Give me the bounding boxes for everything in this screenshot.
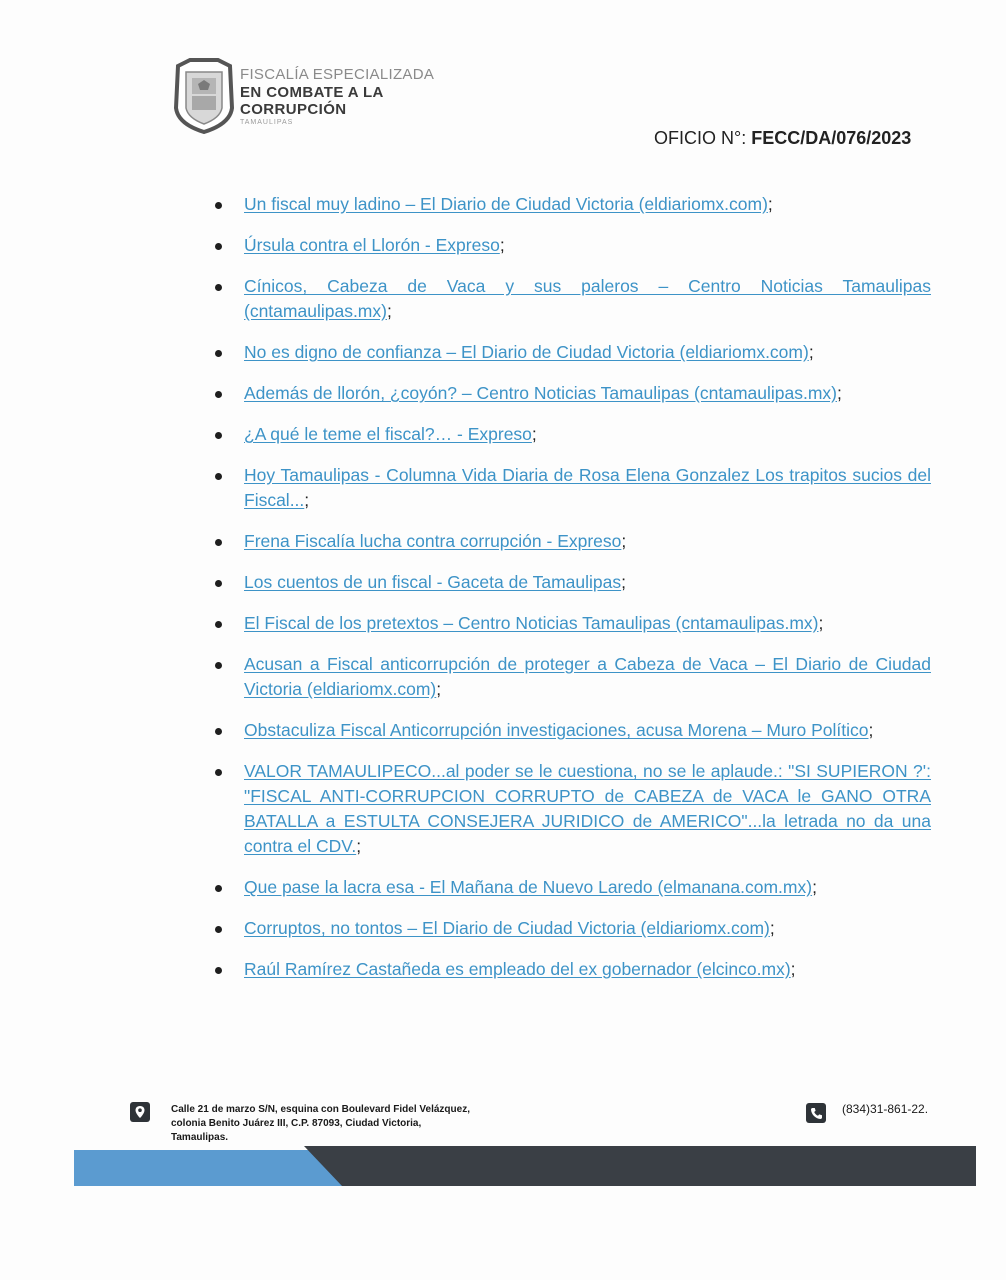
news-link[interactable]: ¿A qué le teme el fiscal?… - Expreso (244, 424, 532, 444)
location-pin-icon (130, 1102, 150, 1122)
list-item-punctuation: ; (304, 490, 310, 510)
list-item-punctuation: ; (769, 918, 775, 938)
list-item (215, 463, 931, 513)
bullet-icon (215, 473, 222, 480)
news-link[interactable]: Hoy Tamaulipas - Columna Vida Diaria de Rosa Elena Gonzalez Los trapitos sucios del Fiscal... (244, 465, 931, 510)
list-item (215, 192, 931, 217)
phone-glyph (810, 1107, 823, 1120)
list-item-punctuation: ; (621, 572, 626, 592)
news-link[interactable]: Un fiscal muy ladino – El Diario de Ciudad Victoria (eldiariomx.com) (244, 194, 768, 214)
list-item-punctuation: ; (868, 720, 874, 740)
list-item (215, 422, 931, 447)
list-item-punctuation: ; (818, 613, 824, 633)
shield-emblem-icon (172, 58, 236, 134)
news-link[interactable]: Raúl Ramírez Castañeda es empleado del ex gobernador (elcinco.mx) (244, 959, 791, 979)
list-item-punctuation: ; (767, 194, 773, 214)
bullet-icon (215, 728, 222, 735)
news-link[interactable]: Obstaculiza Fiscal Anticorrupción investigaciones, acusa Morena – Muro Político (244, 720, 869, 740)
list-item-punctuation: ; (621, 531, 627, 551)
bullet-icon (215, 432, 222, 439)
news-link-list (215, 192, 931, 998)
bullet-icon (215, 243, 222, 250)
institution-logo (172, 58, 472, 138)
list-item-punctuation: ; (808, 342, 814, 362)
bullet-icon (215, 539, 222, 546)
news-link[interactable]: Corruptos, no tontos – El Diario de Ciudad Victoria (eldiariomx.com) (244, 918, 770, 938)
news-link[interactable]: Úrsula contra el Llorón - Expreso (244, 235, 500, 255)
logo-line-1: FISCALÍA ESPECIALIZADA (240, 66, 435, 83)
list-item (215, 274, 931, 324)
list-item (215, 570, 931, 595)
bullet-icon (215, 621, 222, 628)
list-item (215, 652, 931, 702)
footer-color-band (74, 1146, 976, 1186)
list-item (215, 759, 931, 859)
oficio-number: FECC/DA/076/2023 (751, 128, 912, 148)
bullet-icon (215, 926, 222, 933)
footer-band-dark (304, 1146, 976, 1186)
bullet-icon (215, 769, 222, 776)
logo-line-3: CORRUPCIÓN (240, 101, 347, 118)
bullet-icon (215, 391, 222, 398)
list-item (215, 916, 931, 941)
list-item (215, 340, 931, 365)
list-item-punctuation: ; (436, 679, 442, 699)
bullet-icon (215, 967, 222, 974)
news-link[interactable]: VALOR TAMAULIPECO...al poder se le cuestiona, no se le aplaude.: "SI SUPIERON ?': "FISCAL ANTI-CORRUPCION CORRUPTO de CABEZA de VACA le GANO OTRA BATALLA a ESTULTA CONSEJERA JURIDICO de AMERICO"...la letrada no da una contra el CDV. (244, 761, 931, 856)
logo-line-2: EN COMBATE A LA (240, 84, 384, 101)
location-pin-glyph (134, 1105, 146, 1119)
list-item (215, 718, 931, 743)
news-link[interactable]: Que pase la lacra esa - El Mañana de Nuevo Laredo (elmanana.com.mx) (244, 877, 813, 897)
logo-line-4: TAMAULIPAS (240, 119, 294, 126)
list-item-punctuation: ; (837, 383, 842, 403)
bullet-icon (215, 284, 222, 291)
bullet-icon (215, 202, 222, 209)
bullet-icon (215, 885, 222, 892)
news-link[interactable]: Los cuentos de un fiscal - Gaceta de Tamaulipas (244, 572, 622, 592)
list-item (215, 233, 931, 258)
news-link[interactable]: Además de llorón, ¿coyón? – Centro Noticias Tamaulipas (cntamaulipas.mx) (244, 383, 838, 403)
list-item (215, 875, 931, 900)
bullet-icon (215, 350, 222, 357)
footer-address: Calle 21 de marzo S/N, esquina con Boulevard Fidel Velázquez, colonia Benito Juárez III, C.P. 87093, Ciudad Victoria, Tamaulipas. (171, 1104, 470, 1143)
oficio-label: OFICIO N°: (654, 128, 752, 148)
list-item (215, 529, 931, 554)
list-item-punctuation: ; (531, 424, 537, 444)
list-item-punctuation: ; (386, 301, 392, 321)
phone-icon (806, 1103, 826, 1123)
list-item-punctuation: ; (812, 877, 817, 897)
bullet-icon (215, 662, 222, 669)
footer-phone: (834)31-861-22. (842, 1102, 929, 1116)
bullet-icon (215, 580, 222, 587)
list-item-punctuation: ; (356, 836, 362, 856)
list-item (215, 381, 931, 406)
list-item (215, 611, 931, 636)
news-link[interactable]: Acusan a Fiscal anticorrupción de proteger a Cabeza de Vaca – El Diario de Ciudad Victoria (eldiariomx.com) (244, 654, 931, 699)
news-link[interactable]: Cínicos, Cabeza de Vaca y sus paleros – Centro Noticias Tamaulipas (cntamaulipas.mx) (244, 276, 931, 321)
news-link[interactable]: El Fiscal de los pretextos – Centro Noticias Tamaulipas (cntamaulipas.mx) (244, 613, 819, 633)
news-link[interactable]: Frena Fiscalía lucha contra corrupción - Expreso (244, 531, 622, 551)
news-link[interactable]: No es digno de confianza – El Diario de Ciudad Victoria (eldiariomx.com) (244, 342, 809, 362)
list-item (215, 957, 931, 982)
list-item-punctuation: ; (499, 235, 505, 255)
oficio-reference (654, 128, 911, 149)
list-item-punctuation: ; (790, 959, 796, 979)
